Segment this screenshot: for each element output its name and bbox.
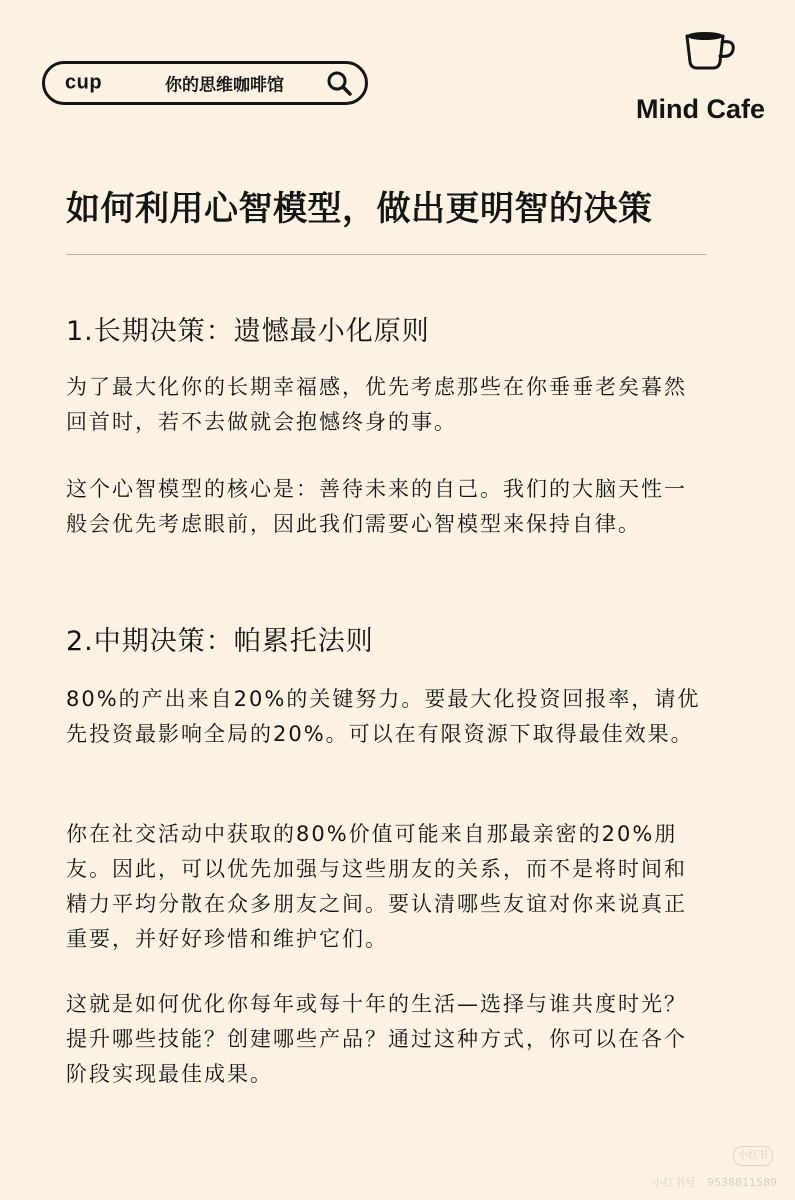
title-divider <box>66 254 707 255</box>
paragraph: 这就是如何优化你每年或每十年的生活—选择与谁共度时光？提升哪些技能？创建哪些产品？通过这种方式，你可以在各个阶段实现最佳成果。 <box>66 992 687 1086</box>
brand-name: Mind Cafe <box>636 94 766 124</box>
paragraph: 为了最大化你的长期幸福感，优先考虑那些在你垂垂老矣暮然回首时，若不去做就会抱憾终身的事。 <box>66 375 687 434</box>
brand-logo <box>636 24 781 124</box>
watermark-logo: 小红书 <box>733 1146 773 1166</box>
coffee-cup-icon <box>683 26 739 74</box>
search-bar-label: cup <box>65 71 103 94</box>
search-bar[interactable] <box>42 61 368 105</box>
search-bar-query: 你的思维咖啡馆 <box>165 75 284 96</box>
article-title: 如何利用心智模型，做出更明智的决策 <box>66 189 653 229</box>
section-heading-mid-term: 2.中期决策：帕累托法则 <box>66 626 374 657</box>
paragraph: 你在社交活动中获取的80%价值可能来自那最亲密的20%朋友。因此，可以优先加强与这些朋友的关系，而不是将时间和精力平均分散在众多朋友之间。要认清哪些友谊对你来说真正重要，并好好珍惜和维护它们。 <box>66 822 687 951</box>
watermark-text: 小红书号：9538811589 <box>652 1176 777 1189</box>
section-heading-long-term: 1.长期决策：遗憾最小化原则 <box>66 316 430 347</box>
paragraph: 80%的产出来自20%的关键努力。要最大化投资回报率，请优先投资最影响全局的20%。可以在有限资源下取得最佳效果。 <box>66 687 701 746</box>
search-icon[interactable] <box>325 69 353 97</box>
paragraph: 这个心智模型的核心是：善待未来的自己。我们的大脑天性一般会优先考虑眼前，因此我们需要心智模型来保持自律。 <box>66 477 687 536</box>
